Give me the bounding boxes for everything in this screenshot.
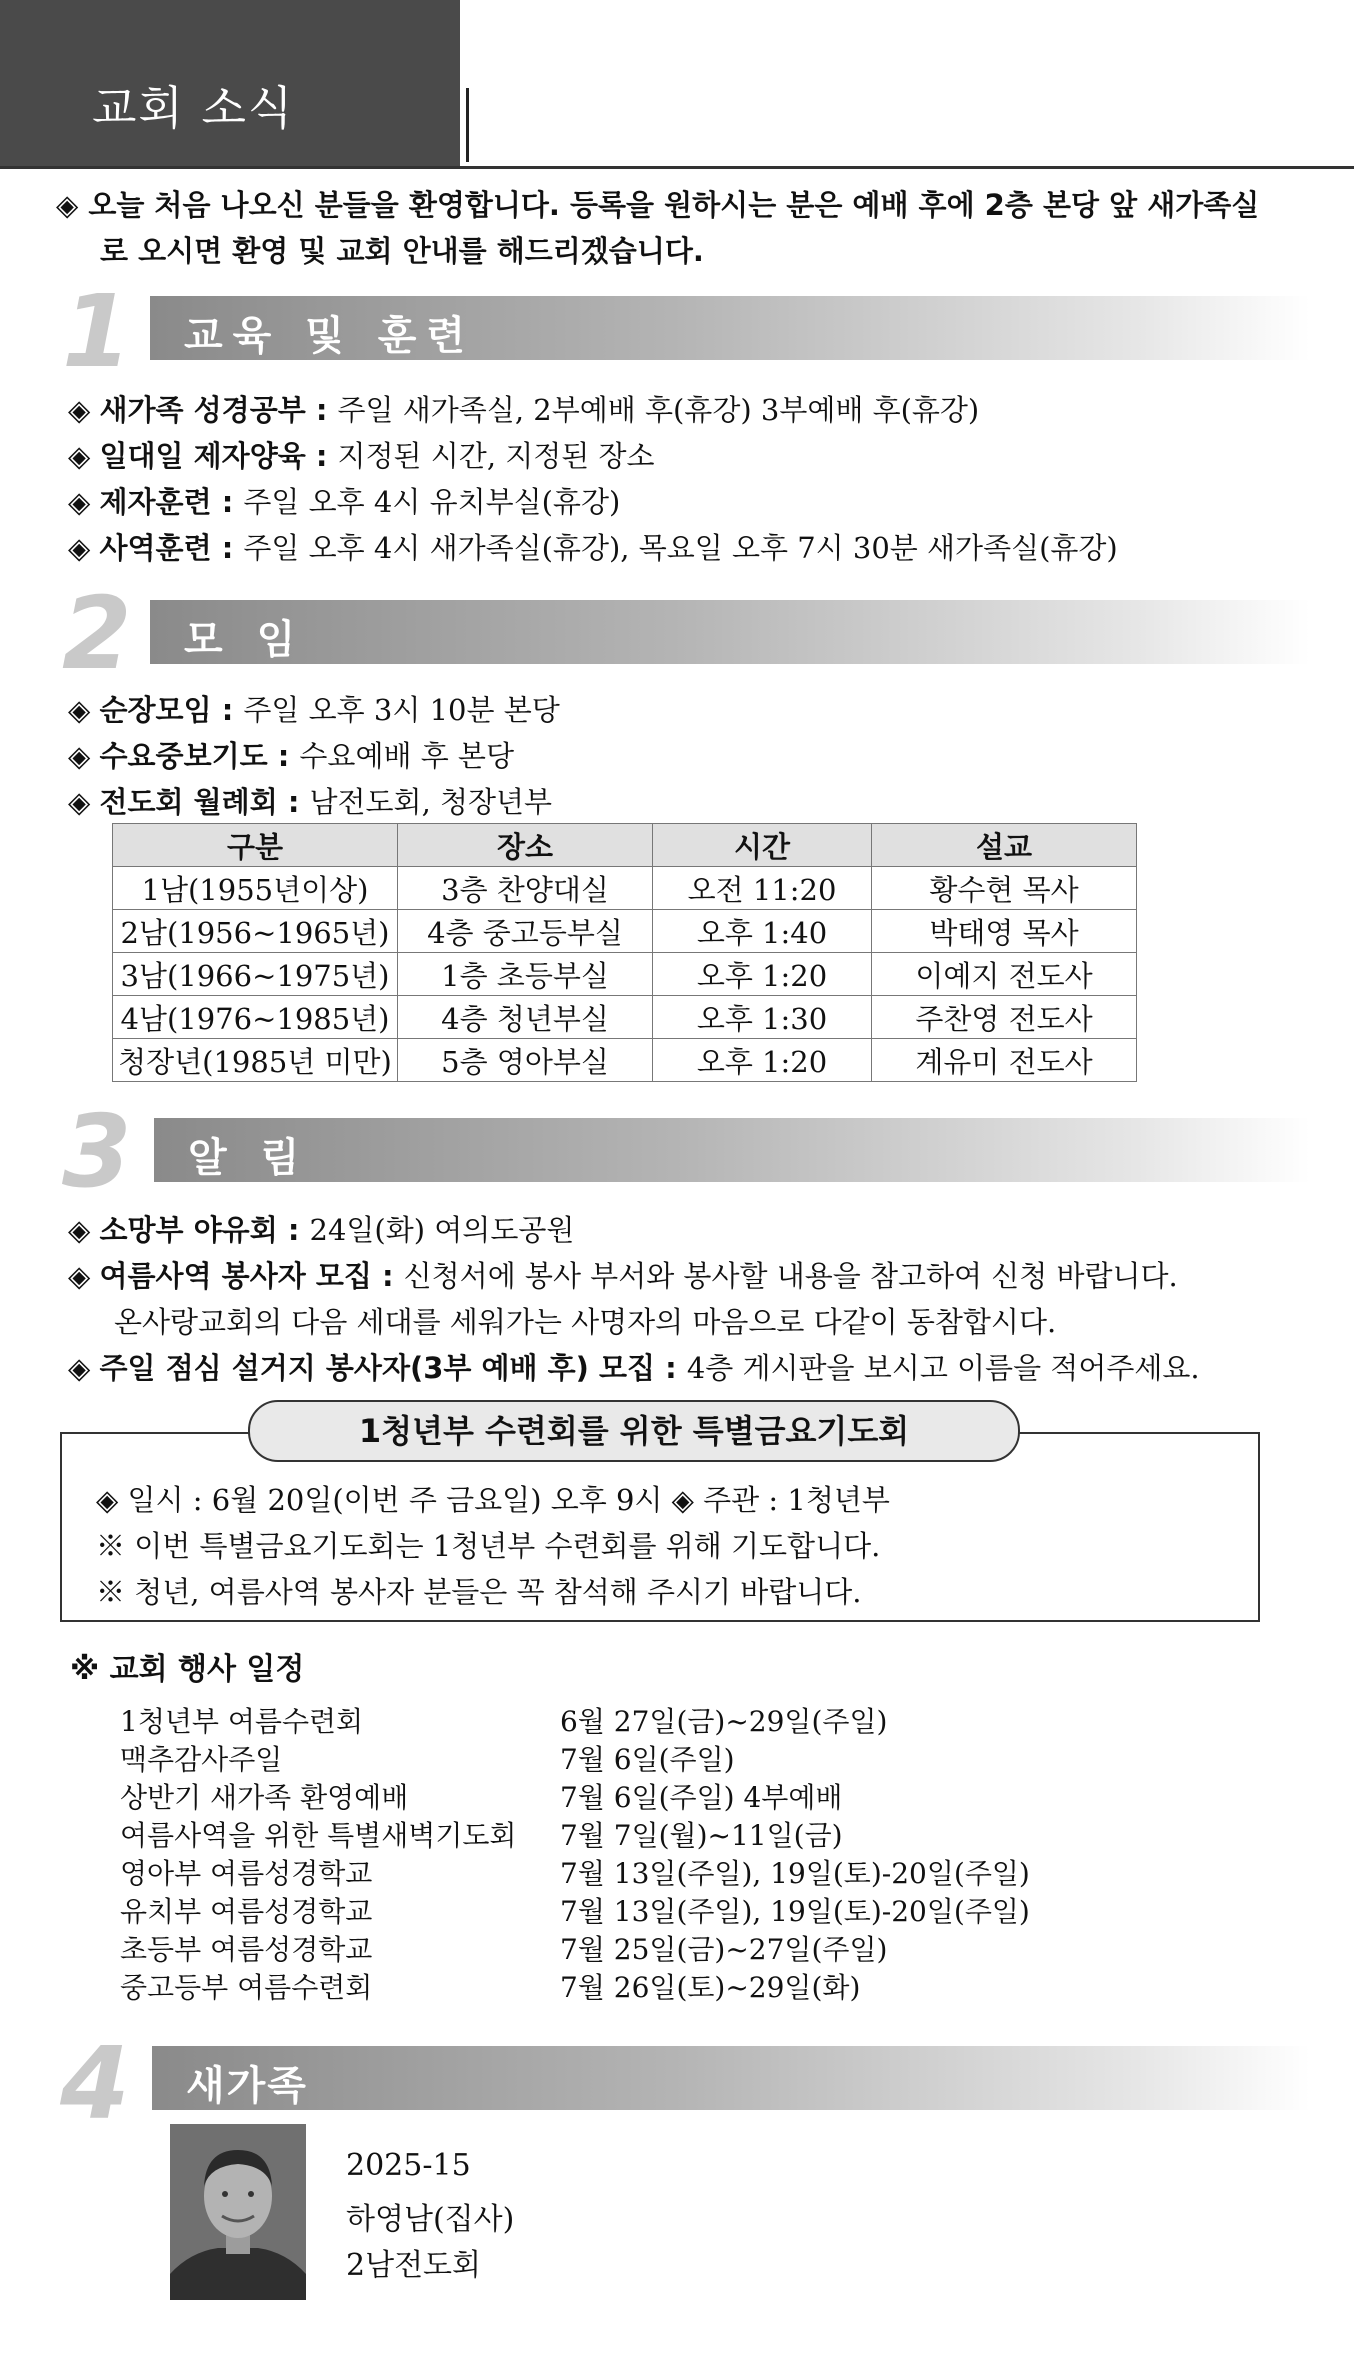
education-item-1: ◈ 새가족 성경공부 : 주일 새가족실, 2부예배 후(휴강) 3부예배 후(휴강) [68, 393, 980, 427]
section-number-4: 4 [60, 2025, 130, 2142]
event-name: 중고등부 여름수련회 [120, 1971, 373, 2004]
meeting-item-2: ◈ 수요중보기도 : 수요예배 후 본당 [68, 739, 514, 773]
section-header-4 [152, 2046, 1310, 2110]
education-item-3: ◈ 제자훈련 : 주일 오후 4시 유치부실(휴강) [68, 485, 621, 519]
meeting-schedule-table [112, 823, 1137, 1082]
intro-line-2: 로 오시면 환영 및 교회 안내를 해드리겠습니다. [100, 234, 704, 268]
section-title-1: 교육 및 훈련 [184, 313, 476, 359]
section-header-3 [154, 1118, 1310, 1182]
table-cell: 주찬영 전도사 [872, 996, 1137, 1039]
table-cell: 3층 찬양대실 [398, 867, 653, 910]
new-member-photo [170, 2124, 306, 2300]
notice-item-2-continuation: 온사랑교회의 다음 세대를 세워가는 사명자의 마음으로 다같이 동참합시다. [114, 1305, 1057, 1339]
intro-text [56, 182, 1306, 274]
meeting-item-1: ◈ 순장모임 : 주일 오후 3시 10분 본당 [68, 693, 560, 727]
table-cell: 4층 중고등부실 [398, 910, 653, 953]
intro-line-1: 오늘 처음 나오신 분들을 환영합니다. 등록을 원하시는 분은 예배 후에 2층 본당 앞 새가족실 [88, 188, 1260, 222]
table-header-cell: 시간 [653, 824, 872, 867]
table-row [113, 996, 1137, 1039]
notice-item-3: ◈ 주일 점심 설거지 봉사자(3부 예배 후) 모집 : 4층 게시판을 보시고 이름을 적어주세요. [68, 1351, 1200, 1385]
event-name: 상반기 새가족 환영예배 [120, 1781, 409, 1814]
event-name: 초등부 여름성경학교 [120, 1933, 373, 1966]
prayer-meeting-line-3: ※ 청년, 여름사역 봉사자 분들은 꼭 참석해 주시기 바랍니다. [96, 1575, 862, 1609]
event-name: 유치부 여름성경학교 [120, 1895, 373, 1928]
table-row [113, 910, 1137, 953]
table-header-row [113, 824, 1137, 867]
table-row [113, 1039, 1137, 1082]
notice-item-1: ◈ 소망부 야유회 : 24일(화) 여의도공원 [68, 1213, 575, 1247]
events-title: ※ 교회 행사 일정 [70, 1652, 305, 1687]
table-cell: 5층 영아부실 [398, 1039, 653, 1082]
event-date: 7월 25일(금)~27일(주일) [560, 1933, 888, 1966]
section-title-4: 새가족 [186, 2063, 308, 2109]
section-header-2 [150, 600, 1310, 664]
table-cell: 황수현 목사 [872, 867, 1137, 910]
new-member-id: 2025-15 [346, 2148, 471, 2183]
table-cell: 4남(1976~1985년) [113, 996, 398, 1039]
table-cell: 오후 1:30 [653, 996, 872, 1039]
prayer-meeting-line-2: ※ 이번 특별금요기도회는 1청년부 수련회를 위해 기도합니다. [96, 1529, 881, 1563]
table-header-cell: 설교 [872, 824, 1137, 867]
table-cell: 이예지 전도사 [872, 953, 1137, 996]
table-header-cell: 장소 [398, 824, 653, 867]
event-name: 맥추감사주일 [120, 1743, 283, 1776]
education-item-4: ◈ 사역훈련 : 주일 오후 4시 새가족실(휴강), 목요일 오후 7시 30분 새가족실(휴강) [68, 531, 1118, 565]
table-cell: 4층 청년부실 [398, 996, 653, 1039]
header-rule [0, 166, 1354, 169]
table-cell: 박태영 목사 [872, 910, 1137, 953]
table-cell: 2남(1956~1965년) [113, 910, 398, 953]
new-member-name: 하영남(집사) [346, 2202, 515, 2237]
table-row [113, 953, 1137, 996]
table-cell: 1층 초등부실 [398, 953, 653, 996]
table-row [113, 867, 1137, 910]
diamond-bullet-icon: ◈ [56, 188, 79, 222]
event-date: 6월 27일(금)~29일(주일) [560, 1705, 888, 1738]
event-date: 7월 7일(월)~11일(금) [560, 1819, 843, 1852]
event-name: 영아부 여름성경학교 [120, 1857, 373, 1890]
event-date: 7월 6일(주일) [560, 1743, 735, 1776]
table-cell: 3남(1966~1975년) [113, 953, 398, 996]
table-header-cell: 구분 [113, 824, 398, 867]
event-date: 7월 26일(토)~29일(화) [560, 1971, 861, 2004]
meeting-item-3: ◈ 전도회 월례회 : 남전도회, 청장년부 [68, 785, 553, 819]
table-cell: 1남(1955년이상) [113, 867, 398, 910]
table-cell: 오후 1:40 [653, 910, 872, 953]
notice-item-2: ◈ 여름사역 봉사자 모집 : 신청서에 봉사 부서와 봉사할 내용을 참고하여 신청 바랍니다. [68, 1259, 1178, 1293]
prayer-meeting-line-1: ◈ 일시 : 6월 20일(이번 주 금요일) 오후 9시 ◈ 주관 : 1청년부 [96, 1483, 890, 1517]
section-title-2: 모 임 [184, 617, 306, 663]
table-cell: 오후 1:20 [653, 1039, 872, 1082]
new-member-group: 2남전도회 [346, 2248, 482, 2283]
table-cell: 오후 1:20 [653, 953, 872, 996]
person-portrait-icon [170, 2124, 306, 2300]
section-header-1 [150, 296, 1310, 360]
page-title: 교회 소식 [92, 81, 295, 135]
education-item-2: ◈ 일대일 제자양육 : 지정된 시간, 지정된 장소 [68, 439, 655, 473]
table-cell: 오전 11:20 [653, 867, 872, 910]
section-title-3: 알 림 [188, 1135, 310, 1181]
event-name: 여름사역을 위한 특별새벽기도회 [120, 1819, 517, 1852]
table-cell: 청장년(1985년 미만) [113, 1039, 398, 1082]
event-name: 1청년부 여름수련회 [120, 1705, 364, 1738]
section-number-2: 2 [62, 575, 132, 692]
event-date: 7월 6일(주일) 4부예배 [560, 1781, 843, 1814]
event-date: 7월 13일(주일), 19일(토)-20일(주일) [560, 1895, 1030, 1928]
section-number-3: 3 [62, 1093, 132, 1210]
header-divider [466, 88, 469, 162]
section-number-1: 1 [62, 273, 132, 390]
table-cell: 계유미 전도사 [872, 1039, 1137, 1082]
event-date: 7월 13일(주일), 19일(토)-20일(주일) [560, 1857, 1030, 1890]
prayer-meeting-title: 1청년부 수련회를 위한 특별금요기도회 [248, 1400, 1020, 1462]
